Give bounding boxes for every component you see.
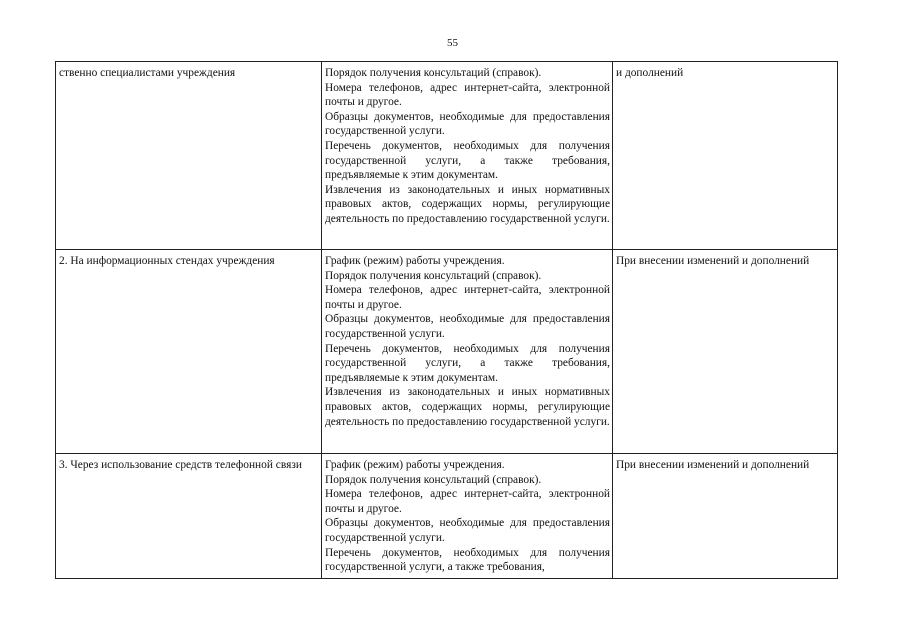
list-item: Образцы документов, необходимые для предоставления государственной услуги.: [325, 110, 610, 138]
list-item: Номера телефонов, адрес интернет-сайта, электронной почты и другое.: [325, 488, 610, 515]
table-row: [56, 62, 838, 250]
info-table: [55, 61, 838, 579]
list-item: Извлечения из законодательных и иных нормативных правовых актов, содержащих нормы, регулирующие деятельность по предоставлению государственной услуги.: [325, 183, 610, 225]
list-item: Перечень документов, необходимых для получения государственной услуги, а также требования,: [325, 546, 610, 574]
list-item: Образцы документов, необходимые для предоставления государственной услуги.: [325, 313, 610, 340]
row3-content-cell: [322, 454, 613, 579]
row1-method-cell: ственно специалистами учреждения: [56, 62, 322, 250]
list-item: Порядок получения консультаций (справок).: [325, 67, 542, 79]
row2-method-cell: 2. На информационных стендах учреждения: [56, 250, 322, 454]
table-row: [56, 454, 838, 579]
list-item: График (режим) работы учреждения.: [325, 255, 505, 267]
list-item: Перечень документов, необходимых для получения государственной услуги, а также требования, предъявляемые к этим документам.: [325, 139, 610, 182]
row2-period-cell: При внесении изменений и дополнений: [613, 250, 838, 454]
row2-content-cell: [322, 250, 613, 454]
row1-period-cell: и дополнений: [613, 62, 838, 250]
list-item: Образцы документов, необходимые для предоставления государственной услуги.: [325, 517, 610, 544]
list-item: Порядок получения консультаций (справок).: [325, 269, 542, 282]
list-item: Порядок получения консультаций (справок).: [325, 473, 542, 486]
list-item: Перечень документов, необходимых для получения государственной услуги, а также требования, предъявляемые к этим документам.: [325, 342, 610, 384]
list-item: График (режим) работы учреждения.: [325, 459, 505, 471]
row3-method-cell: 3. Через использование средств телефонной связи: [56, 454, 322, 579]
list-item: Номера телефонов, адрес интернет-сайта, электронной почты и другое.: [325, 284, 610, 311]
table-row: [56, 250, 838, 454]
row1-content-cell: [322, 62, 613, 250]
list-item: Извлечения из законодательных и иных нормативных правовых актов, содержащих нормы, регулирующие деятельность по предоставлению государственной услуги.: [325, 386, 610, 428]
list-item: Номера телефонов, адрес интернет-сайта, электронной почты и другое.: [325, 81, 610, 109]
row3-period-cell: При внесении изменений и дополнений: [613, 454, 838, 579]
page-number: 55: [447, 37, 458, 49]
